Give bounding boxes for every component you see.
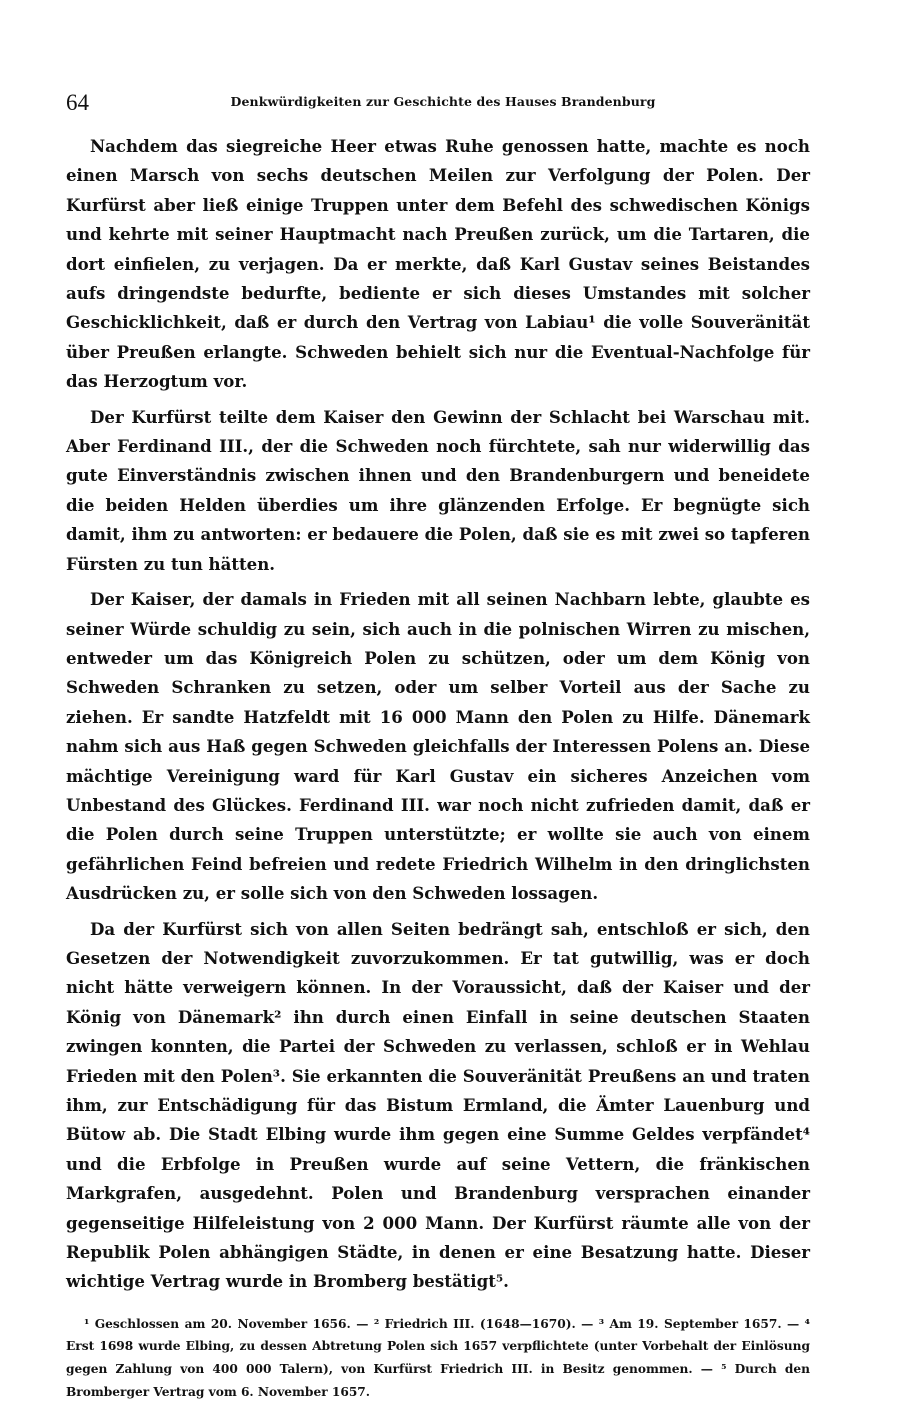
- footnotes: [66, 1313, 810, 1403]
- paragraph-4: Da der Kurfürst sich von allen Seiten bedrängt sah, entschloß er sich, den Gesetzen der Notwendigkeit zuvorzukommen. Er tat gutwillig, was er doch nicht hätte verweigern können. In der Voraussicht, daß der Kaiser und der König von Dänemark² ihn durch einen Einfall in seine deutschen Staaten zwingen konnten, die Partei der Schweden zu verlassen, schloß er in Wehlau Frieden mit den Polen³. Sie erkannten die Souveränität Preußens an und traten ihm, zur Entschädigung für das Bistum Ermland, die Ämter Lauenburg und Bütow ab. Die Stadt Elbing wurde ihm gegen eine Summe Geldes verpfändet⁴ und die Erbfolge in Preußen wurde auf seine Vettern, die fränkischen Markgrafen, ausgedehnt. Polen und Brandenburg versprachen einander gegenseitige Hilfeleistung von 2 000 Mann. Der Kurfürst räumte alle von der Republik Polen abhängigen Städte, in denen er eine Besatzung hatte. Dieser wichtige Vertrag wurde in Bromberg bestätigt⁵.: [66, 918, 810, 1292]
- paragraph-1: Nachdem das siegreiche Heer etwas Ruhe genossen hatte, machte es noch einen Marsch von sechs deutschen Meilen zur Verfolgung der Polen. Der Kurfürst aber ließ einige Truppen unter dem Befehl des schwedischen Königs und kehrte mit seiner Hauptmacht nach Preußen zurück, um die Tartaren, die dort einfielen, zu verjagen. Da er merkte, daß Karl Gustav seines Beistandes aufs dringendste bedurfte, bediente er sich dieses Umstandes mit solcher Geschicklichkeit, daß er durch den Vertrag von Labiau¹ die volle Souveränität über Preußen erlangte. Schweden behielt sich nur die Eventual-Nachfolge für das Herzogtum vor.: [66, 136, 810, 392]
- running-title: Denkwürdigkeiten zur Geschichte des Hauses Brandenburg: [230, 94, 656, 109]
- body-text: [66, 132, 810, 1297]
- page-number: 64: [66, 90, 89, 115]
- paragraph-3: Der Kaiser, der damals in Frieden mit all seinen Nachbarn lebte, glaubte es seiner Würde schuldig zu sein, sich auch in die polnischen Wirren zu mischen, entweder um das Königreich Polen zu schützen, oder um dem König von Schweden Schranken zu setzen, oder um selber Vorteil aus der Sache zu ziehen. Er sandte Hatzfeldt mit 16 000 Mann den Polen zu Hilfe. Dänemark nahm sich aus Haß gegen Schweden gleichfalls der Interessen Polens an. Diese mächtige Vereinigung ward für Karl Gustav ein sicheres Anzeichen vom Unbestand des Glückes. Ferdinand III. war noch nicht zufrieden damit, daß er die Polen durch seine Truppen unterstützte; er wollte sie auch von einem gefährlichen Feind befreien und redete Friedrich Wilhelm in den dringlichsten Ausdrücken zu, er solle sich von den Schweden lossagen.: [66, 589, 810, 904]
- book-page: [66, 88, 810, 1399]
- paragraph-2: Der Kurfürst teilte dem Kaiser den Gewinn der Schlacht bei Warschau mit. Aber Ferdinand III., der die Schweden noch fürchtete, sah nur widerwillig das gute Einverständnis zwischen ihnen und den Brandenburgern und beneidete die beiden Helden überdies um ihre glänzenden Erfolge. Er begnügte sich damit, ihm zu antworten: er bedauere die Polen, daß sie es mit zwei so tapferen Fürsten zu tun hätten.: [66, 406, 810, 574]
- running-head: [66, 88, 810, 118]
- footnote-text: ¹ Geschlossen am 20. November 1656. — ² Friedrich III. (1648—1670). — ³ Am 19. September 1657. — ⁴ Erst 1698 wurde Elbing, zu dessen Abtretung Polen sich 1657 verpflichtete (unter Vorbehalt der Einlösung gegen Zahlung von 400 000 Talern), von Kurfürst Friedrich III. in Besitz genommen. — ⁵ Durch den Bromberger Vertrag vom 6. November 1657.: [66, 1316, 810, 1399]
